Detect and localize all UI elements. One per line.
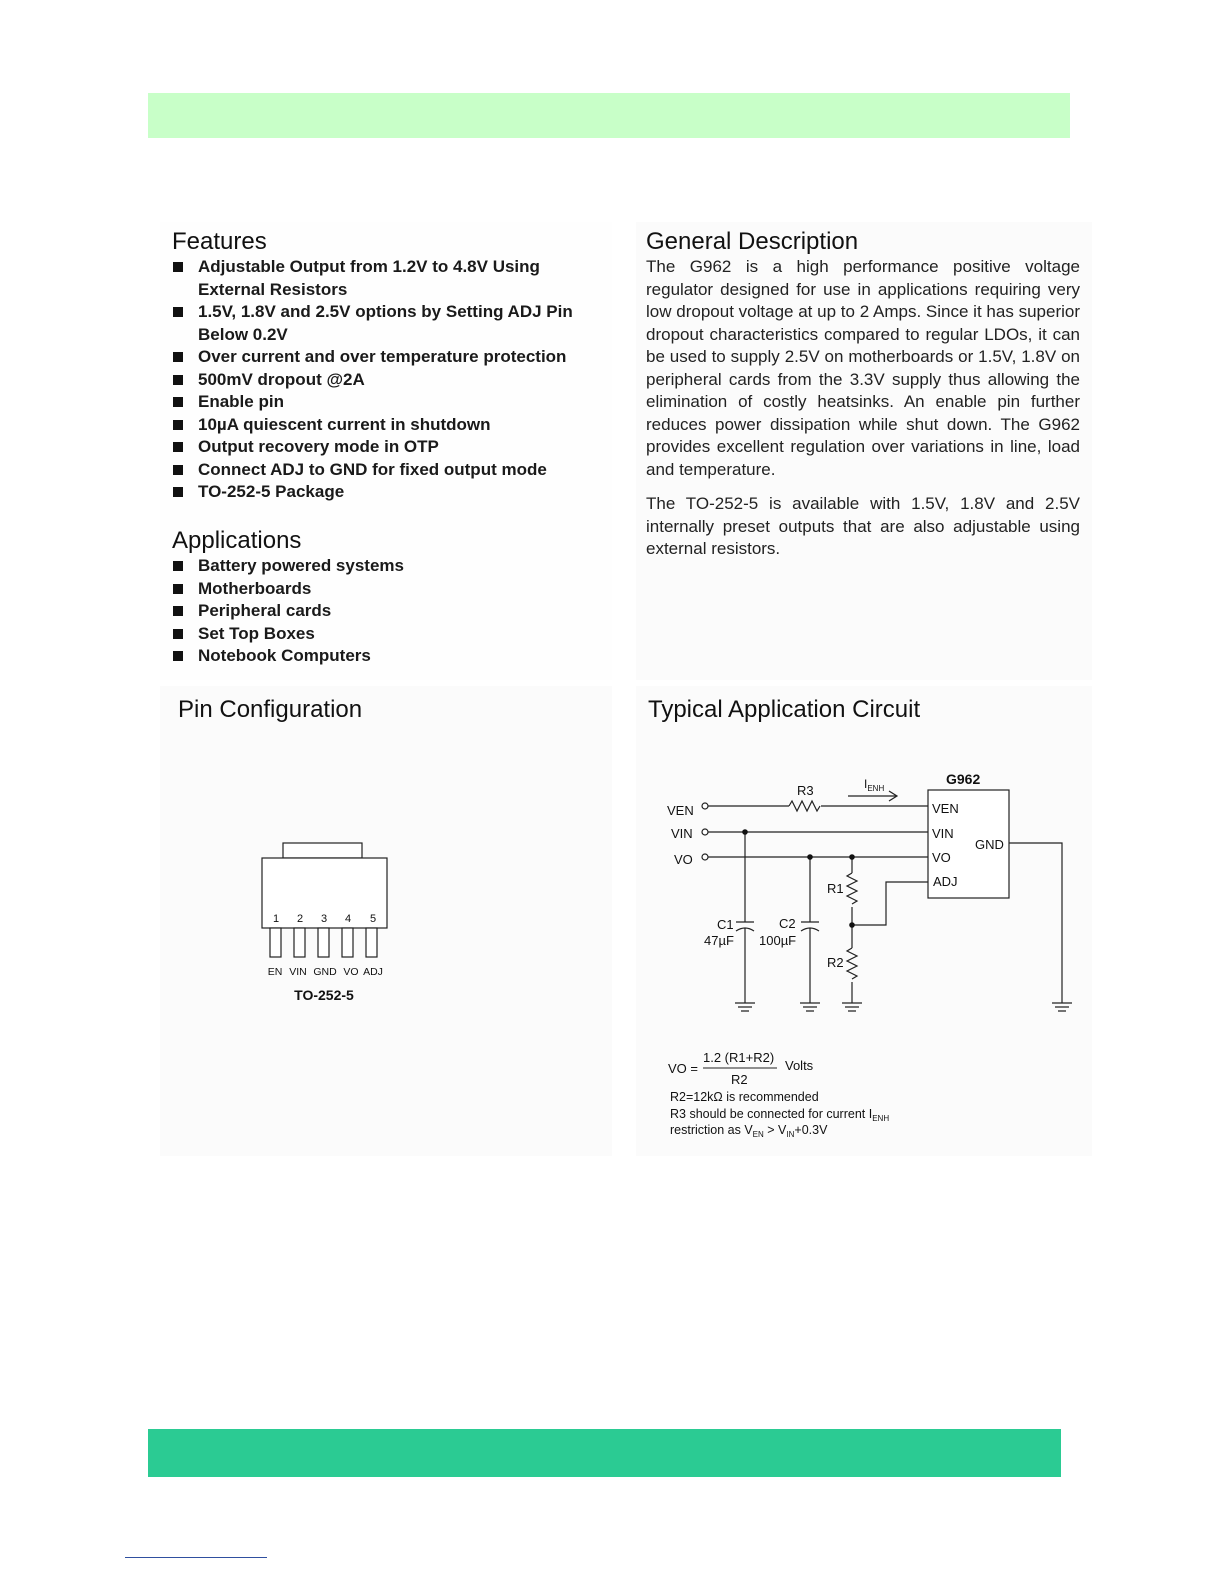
chip-pin: GND <box>975 837 1004 852</box>
resistor-r3 <box>789 801 820 811</box>
list-item: Motherboards <box>172 578 608 601</box>
ground-symbol <box>735 1003 755 1011</box>
circuit-diagram <box>636 760 1092 1150</box>
resistor-r1 <box>847 873 857 904</box>
footer-bar <box>148 1429 1061 1477</box>
pin-name: EN <box>267 966 283 978</box>
pin-name: VO <box>343 966 359 978</box>
package-tab <box>283 843 362 858</box>
list-item: Output recovery mode in OTP <box>172 436 608 459</box>
note-restriction-c: +0.3V <box>794 1123 828 1137</box>
note-r3-sub: ENH <box>872 1114 890 1123</box>
r3-label: R3 <box>797 783 814 798</box>
junction-dot <box>807 854 813 860</box>
terminal <box>702 854 708 860</box>
applications-list <box>172 555 608 668</box>
package-lead <box>318 928 329 957</box>
note-r3 <box>670 1107 889 1123</box>
list-item: Enable pin <box>172 391 608 414</box>
description-paragraph: The G962 is a high performance positive voltage regulator designed for use in applications requiring very low dropout voltage at up to 2 Amps. Since it has superior dropout characteristics compared to regular LDOs, it can be used to supply 2.5V on motherboards or 1.5V, 1.8V on peripheral cards from the 3.3V supply thus allowing the elimination of costly heatsinks. An enable pin further reduces power dissipation while shut down. The G962 provides excellent regulation over variations in line, load and temperature. <box>646 257 1080 479</box>
list-item: Adjustable Output from 1.2V to 4.8V Using External Resistors <box>172 256 608 301</box>
pin-config-heading: Pin Configuration <box>178 696 363 723</box>
note-restriction-sub1: EN <box>752 1130 764 1139</box>
input-label: VEN <box>667 803 694 818</box>
r2-label: R2 <box>827 955 844 970</box>
general-description-heading: General Description <box>646 228 859 255</box>
list-item: Notebook Computers <box>172 645 608 668</box>
list-item: Battery powered systems <box>172 555 608 578</box>
c1-value: 47µF <box>704 933 734 948</box>
pin-name: ADJ <box>363 966 383 978</box>
list-item: 500mV dropout @2A <box>172 369 608 392</box>
ground-symbol <box>1052 1003 1072 1011</box>
resistor-r2 <box>847 948 857 979</box>
list-item: Connect ADJ to GND for fixed output mode <box>172 459 608 482</box>
formula-numerator: 1.2 (R1+R2) <box>703 1050 775 1065</box>
description-paragraph: The TO-252-5 is available with 1.5V, 1.8V and 2.5V internally preset outputs that are also adjustable using external resistors. <box>646 494 1080 558</box>
circuit-heading: Typical Application Circuit <box>648 696 921 723</box>
chip-pin: VO <box>932 850 951 865</box>
package-label: TO-252-5 <box>294 987 354 1003</box>
pin-number: 2 <box>296 913 304 925</box>
note-restriction <box>670 1123 828 1139</box>
pin-number: 1 <box>272 913 280 925</box>
note-r2: R2=12kΩ is recommended <box>670 1090 819 1104</box>
features-heading: Features <box>172 228 267 255</box>
applications-heading: Applications <box>172 527 302 554</box>
list-item: 1.5V, 1.8V and 2.5V options by Setting ADJ Pin Below 0.2V <box>172 301 608 346</box>
terminal <box>702 803 708 809</box>
pin-number: 5 <box>369 913 377 925</box>
list-item: Over current and over temperature protection <box>172 346 608 369</box>
footer-link-underline <box>125 1557 267 1558</box>
terminal <box>702 829 708 835</box>
note-restriction-b: > V <box>763 1123 787 1137</box>
list-item: TO-252-5 Package <box>172 481 608 504</box>
pin-name: VIN <box>289 966 307 978</box>
list-item: Peripheral cards <box>172 600 608 623</box>
formula-denominator: R2 <box>731 1072 748 1087</box>
chip-pin: VEN <box>932 801 959 816</box>
package-lead <box>342 928 353 957</box>
chip-label: G962 <box>946 771 981 787</box>
pin-number: 4 <box>344 913 352 925</box>
chip-pin: VIN <box>932 826 954 841</box>
junction-dot <box>849 854 855 860</box>
package-lead <box>270 928 281 957</box>
c2-value: 100µF <box>759 933 797 948</box>
formula-unit: Volts <box>785 1058 814 1073</box>
note-restriction-sub2: IN <box>786 1130 795 1139</box>
ienh-main: I <box>864 777 868 791</box>
r1-label: R1 <box>827 881 844 896</box>
ground-symbol <box>800 1003 820 1011</box>
package-diagram <box>255 838 405 1013</box>
ienh-label <box>864 777 884 793</box>
input-label: VIN <box>671 826 693 841</box>
wire <box>1009 843 1062 1003</box>
junction-dot <box>849 922 855 928</box>
header-bar <box>148 93 1070 138</box>
list-item: 10µA quiescent current in shutdown <box>172 414 608 437</box>
pin-number: 3 <box>320 913 328 925</box>
list-item: Set Top Boxes <box>172 623 608 646</box>
c2-label: C2 <box>779 916 796 931</box>
note-restriction-a: restriction as V <box>670 1123 753 1137</box>
ienh-sub: ENH <box>867 784 885 793</box>
note-r3-text: R3 should be connected for current I <box>670 1107 873 1121</box>
ground-symbol <box>842 1003 862 1011</box>
features-list <box>172 256 608 504</box>
package-lead <box>294 928 305 957</box>
junction-dot <box>742 829 748 835</box>
input-label: VO <box>674 852 693 867</box>
chip-pin: ADJ <box>933 874 958 889</box>
wire <box>852 882 928 925</box>
pin-name: GND <box>313 966 337 978</box>
formula-lhs: VO = <box>668 1061 698 1076</box>
package-lead <box>366 928 377 957</box>
c1-label: C1 <box>717 917 734 932</box>
